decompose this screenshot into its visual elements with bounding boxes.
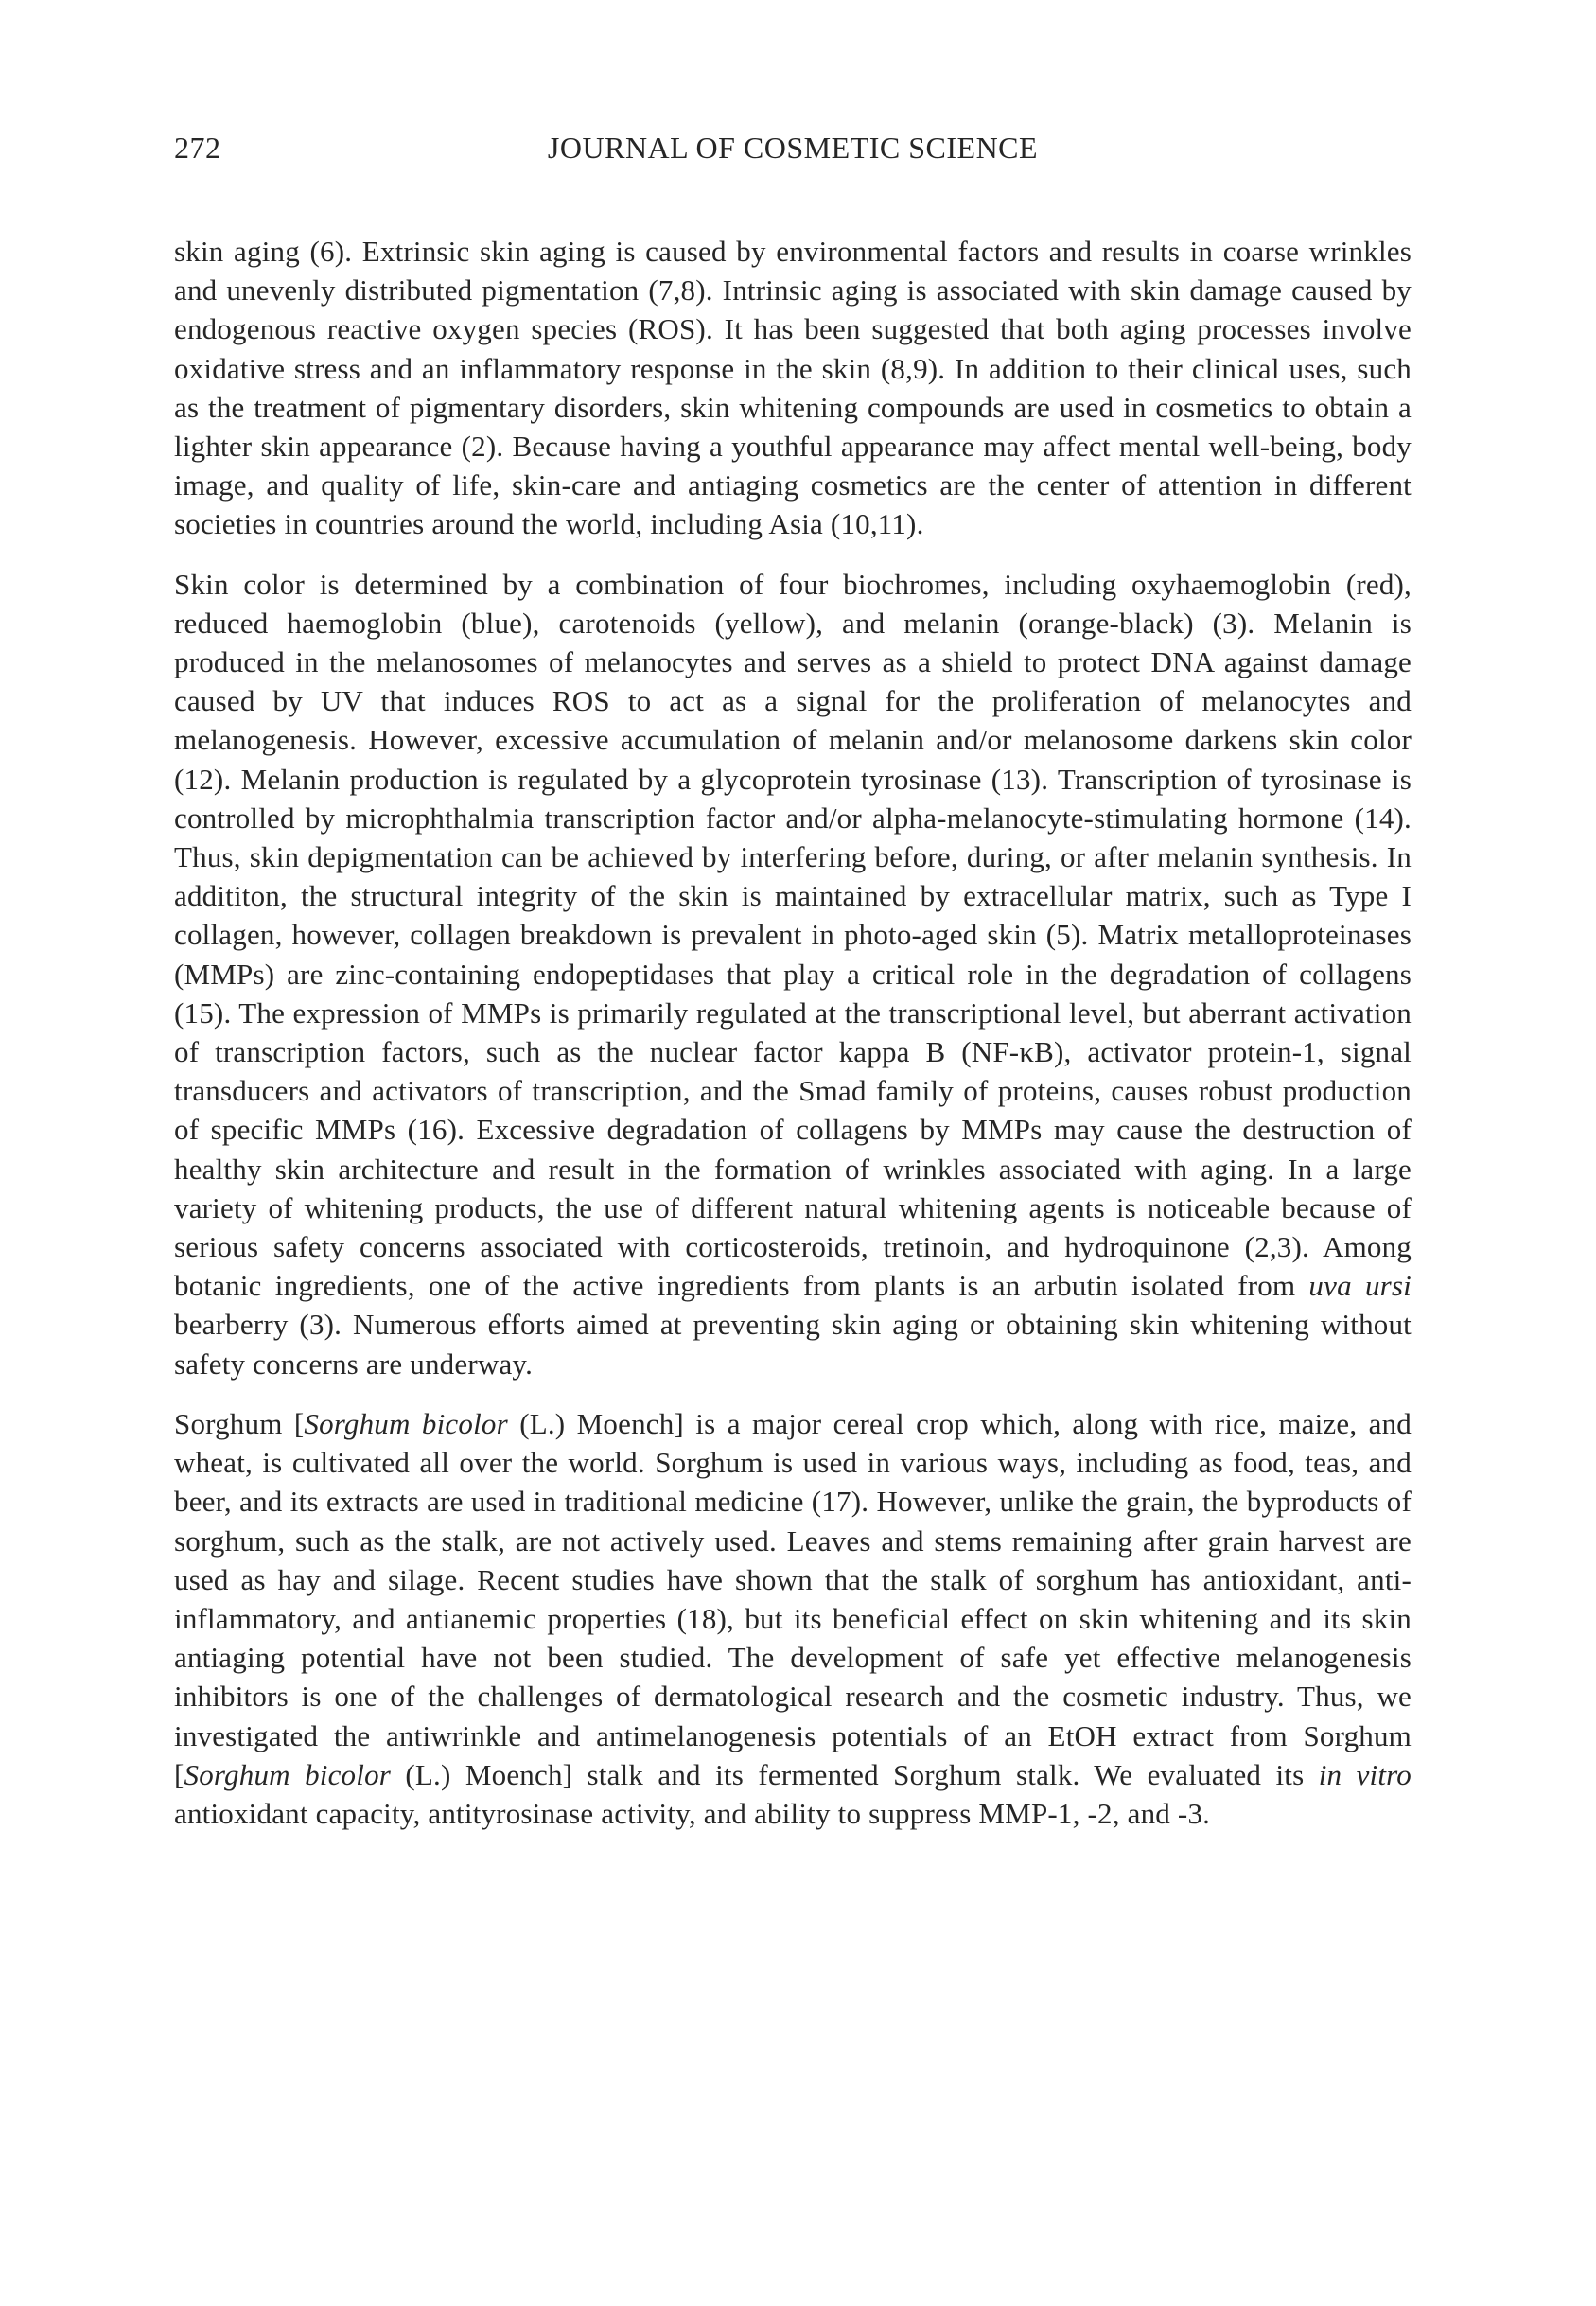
journal-title: JOURNAL OF COSMETIC SCIENCE <box>547 131 1039 165</box>
page-number: 272 <box>174 131 221 165</box>
paragraph-1 <box>174 232 1412 544</box>
italic-term-uva-ursi: uva ursi <box>1308 1269 1412 1303</box>
paragraph-text: bearberry (3). Numerous efforts aimed at preventing skin aging or obtaining skin whitening without safety concerns are underway. <box>174 1308 1412 1381</box>
paragraph-text: (L.) Moench] is a major cereal crop which, along with rice, maize, and wheat, is cultivated all over the world. Sorghum is used in various ways, including as food, teas, and beer, and its extracts are used in traditional medicine (17). However, unlike the grain, the byproducts of sorghum, such as the stalk, are not actively used. Leaves and stems remaining after grain harvest are used as hay and silage. Recent studies have shown that the stalk of sorghum has antioxidant, anti-inflammatory, and antianemic properties (18), but its beneficial effect on skin whitening and its skin antiaging potential have not been studied. The development of safe yet effective melanogenesis inhibitors is one of the challenges of dermatological research and the cosmetic industry. Thus, we investigated the antiwrinkle and antimelanogenesis potentials of an EtOH extract from Sorghum [ <box>174 1406 1412 1791</box>
running-header <box>174 131 1412 168</box>
italic-term-species: Sorghum bicolor <box>184 1757 392 1791</box>
body-text <box>174 232 1412 1833</box>
paragraph-text: (L.) Moench] stalk and its fermented Sorghum stalk. We evaluated its <box>391 1757 1319 1791</box>
italic-term-species: Sorghum bicolor <box>304 1406 508 1440</box>
italic-term-in-vitro: in vitro <box>1318 1757 1412 1791</box>
paragraph-text: antioxidant capacity, antityrosinase activity, and ability to suppress MMP-1, -2, and -3. <box>174 1796 1211 1830</box>
paragraph-2 <box>174 565 1412 1383</box>
paragraph-text: skin aging (6). Extrinsic skin aging is caused by environmental factors and results in coarse wrinkles and unevenly distributed pigmentation (7,8). Intrinsic aging is associated with skin damage caused by endogenous reactive oxygen species (ROS). It has been suggested that both aging processes involve oxidative stress and an inflammatory response in the skin (8,9). In addition to their clinical uses, such as the treatment of pigmentary disorders, skin whitening compounds are used in cosmetics to obtain a lighter skin appearance (2). Because having a youthful appearance may affect mental well-being, body image, and quality of life, skin-care and antiaging cosmetics are the center of attention in different societies in countries around the world, including Asia (10,11). <box>174 235 1412 541</box>
paragraph-text: Sorghum [ <box>174 1406 305 1440</box>
paragraph-3 <box>174 1404 1412 1833</box>
paragraph-text: Skin color is determined by a combination of four biochromes, including oxyhaemoglobin (red), reduced haemoglobin (blue), carotenoids (yellow), and melanin (orange-black) (3). Melanin is produced in the melanosomes of melanocytes and serves as a shield to protect DNA against damage caused by UV that induces ROS to act as a signal for the proliferation of melanocytes and melanogenesis. However, excessive accumulation of melanin and/or melanosome darkens skin color (12). Melanin production is regulated by a glycoprotein tyrosinase (13). Transcription of tyrosinase is controlled by microphthalmia transcription factor and/or alpha-melanocyte-stimulating hormone (14). Thus, skin depigmentation can be achieved by interfering before, during, or after melanin synthesis. In addititon, the structural integrity of the skin is maintained by extracellular matrix, such as Type I collagen, however, collagen breakdown is prevalent in photo-aged skin (5). Matrix metalloproteinases (MMPs) are zinc-containing endopeptidases that play a critical role in the degradation of collagens (15). The expression of MMPs is primarily regulated at the transcriptional level, but aberrant activation of transcription factors, such as the nuclear factor kappa B (NF-κB), activator protein-1, signal transducers and activators of transcription, and the Smad family of proteins, causes robust production of specific MMPs (16). Excessive degradation of collagens by MMPs may cause the destruction of healthy skin architecture and result in the formation of wrinkles associated with aging. In a large variety of whitening products, the use of different natural whitening agents is noticeable because of serious safety concerns associated with corticosteroids, tretinoin, and hydroquinone (2,3). Among botanic ingredients, one of the active ingredients from plants is an arbutin isolated from <box>174 567 1412 1303</box>
